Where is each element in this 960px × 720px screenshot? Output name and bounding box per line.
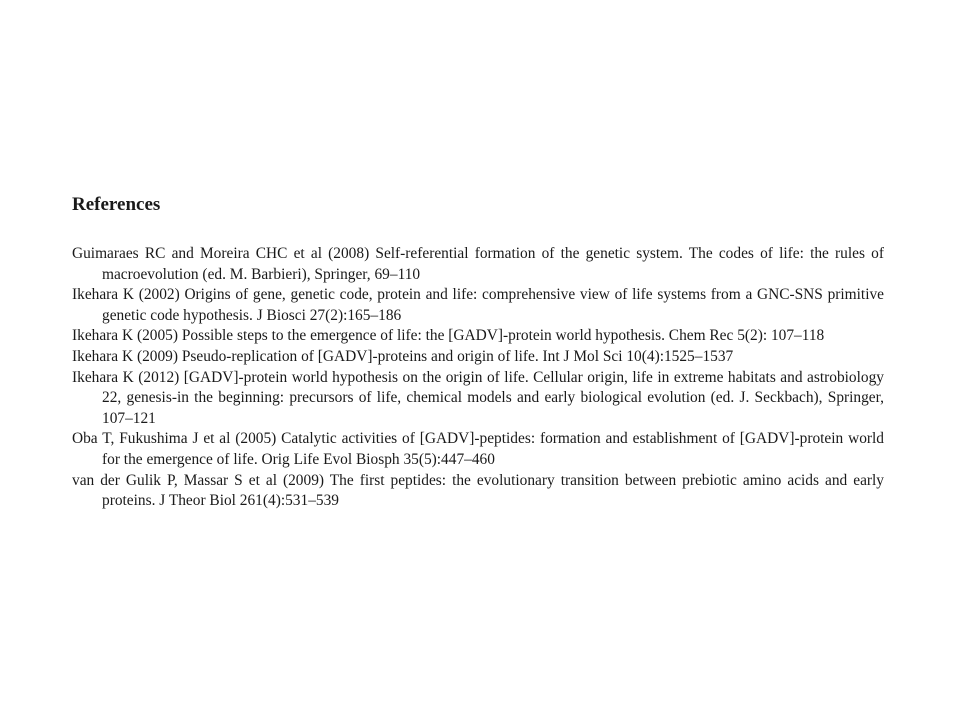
references-section [72,193,884,512]
reference-entry: Ikehara K (2012) [GADV]-protein world hypothesis on the origin of life. Cellular origin, life in extreme habitats and astrobiology 22, genesis-in the beginning: precursors of life, chemical models and early biological evolution (ed. J. Seckbach), Springer, 107–121 [72,368,884,427]
reference-entry: Ikehara K (2005) Possible steps to the emergence of life: the [GADV]-protein world hypothesis. Chem Rec 5(2): 107–118 [72,327,825,345]
references-heading: References [72,194,161,215]
reference-list [72,244,884,512]
reference-entry: Guimaraes RC and Moreira CHC et al (2008) Self-referential formation of the genetic system. The codes of life: the rules of macroevolution (ed. M. Barbieri), Springer, 69–110 [72,245,884,283]
reference-entry: van der Gulik P, Massar S et al (2009) The first peptides: the evolutionary transition between prebiotic amino acids and early proteins. J Theor Biol 261(4):531–539 [72,471,884,510]
reference-entry: Ikehara K (2009) Pseudo-replication of [GADV]-proteins and origin of life. Int J Mol Sci 10(4):1525–1537 [72,347,734,365]
reference-entry: Ikehara K (2002) Origins of gene, genetic code, protein and life: comprehensive view of life systems from a GNC-SNS primitive genetic code hypothesis. J Biosci 27(2):165–186 [72,286,884,324]
reference-entry: Oba T, Fukushima J et al (2005) Catalytic activities of [GADV]-peptides: formation and establishment of [GADV]-protein world for the emergence of life. Orig Life Evol Biosph 35(5):447–460 [72,430,884,468]
